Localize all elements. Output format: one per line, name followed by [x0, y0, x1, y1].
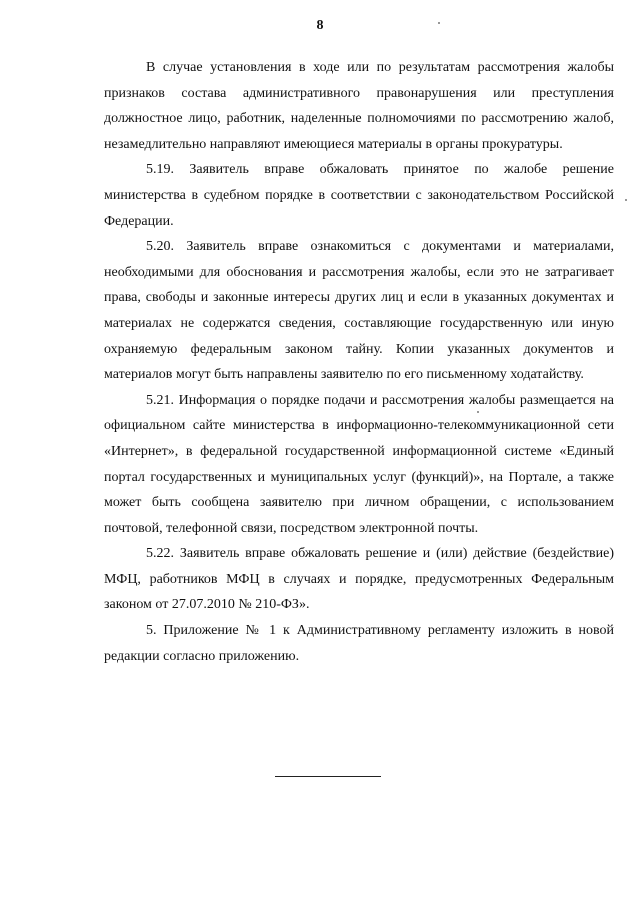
scan-speck	[438, 22, 440, 24]
paragraph-appendix-amendment: 5. Приложение № 1 к Административному регламенту изложить в новой редакции согласно приложению.	[104, 623, 614, 664]
paragraph-5-21: 5.21. Информация о порядке подачи и рассмотрения жалобы размещается на официальном сайте министерства в информационно-телекоммуникационной сети «Интернет», в федеральной государственной информационной системе «Единый портал государственных и муниципальных услуг (функций)», на Портале, а также может быть сообщена заявителю при личном обращении, с использованием почтовой, телефонной связи, посредством электронной почты.	[104, 392, 614, 536]
closing-divider	[275, 776, 381, 777]
paragraph-5-20: 5.20. Заявитель вправе ознакомиться с документами и материалами, необходимыми для обоснования и рассмотрения жалобы, если это не затрагивает права, свободы и законные интересы других лиц и если в указанных документах и материалах не содержатся сведения, составляющие государственную или иную охраняемую федеральным законом тайну. Копии указанных документов и материалов могут быть направлены заявителю по его письменному ходатайству.	[104, 239, 614, 383]
page-number: 8	[316, 18, 324, 33]
paragraph-5-22: 5.22. Заявитель вправе обжаловать решение и (или) действие (бездействие) МФЦ, работников МФЦ в случаях и порядке, предусмотренных Федеральным законом от 27.07.2010 № 210-ФЗ».	[104, 546, 614, 613]
document-body	[104, 55, 614, 669]
scan-speck	[477, 411, 479, 413]
paragraph-5-19: 5.19. Заявитель вправе обжаловать принятое по жалобе решение министерства в судебном порядке в соответствии с законодательством Российской Федерации.	[104, 162, 614, 229]
scan-speck	[625, 199, 627, 201]
paragraph-complaint-violation: В случае установления в ходе или по результатам рассмотрения жалобы признаков состава административного правонарушения или преступления должностное лицо, работник, наделенные полномочиями по рассмотрению жалоб, незамедлительно направляют имеющиеся материалы в органы прокуратуры.	[104, 60, 614, 152]
